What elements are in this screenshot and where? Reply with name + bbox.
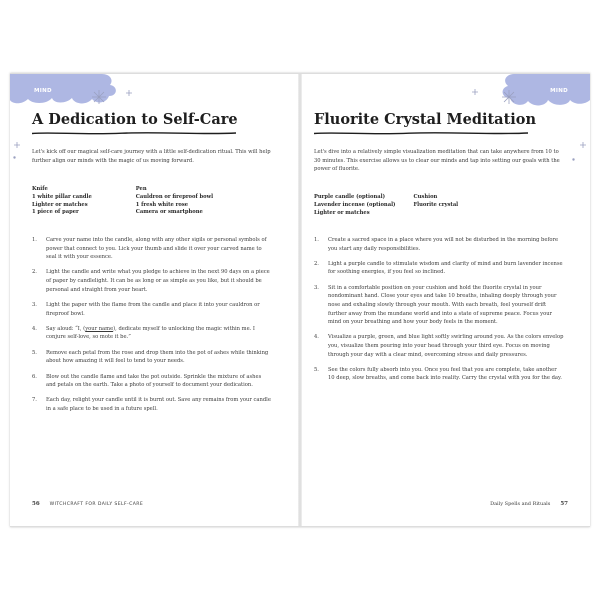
- left-page: [10, 74, 300, 526]
- page-number: 56: [32, 501, 40, 507]
- step-item: [32, 325, 272, 342]
- step-item: [314, 366, 564, 383]
- section-label: MIND: [550, 88, 568, 94]
- star-icon: [126, 90, 132, 96]
- step-number: 1.: [32, 237, 37, 243]
- step-item: [32, 236, 272, 262]
- page-footer: [490, 501, 568, 507]
- title-underline: [32, 131, 236, 136]
- supplies-list: [314, 194, 458, 217]
- supply-item: Purple candle (optional): [314, 194, 386, 200]
- star-icon: [580, 142, 586, 148]
- page-footer: [32, 501, 143, 507]
- step-text: Carve your name into the candle, along with any other sigils or personal symbols of power that connect to you. Lick your thumb and slide it over your carved name to seal it with your essence.: [46, 237, 267, 261]
- step-number: 7.: [32, 397, 37, 404]
- supply-item: Lavender incense (optional): [314, 201, 396, 208]
- supply-item: Knife: [32, 186, 48, 192]
- supplies-column-2: [414, 194, 459, 217]
- intro-paragraph: Let's dive into a relatively simple visualization meditation that can take anywhere from 10 to 30 minutes. This exercise allows us to clear our minds and tap into setting our goals with the power of fluorite.: [314, 149, 560, 173]
- right-page: [300, 74, 590, 526]
- supply-item: 1 piece of paper: [32, 209, 79, 216]
- book-spread: [10, 73, 590, 527]
- book-gutter: [298, 74, 302, 526]
- step-text: Light a purple candle to stimulate wisdom and clarity of mind and burn lavender incense for soothing energies, if you feel so inclined.: [328, 260, 563, 276]
- page-title: Fluorite Crystal Meditation: [314, 111, 536, 128]
- star-icon: [14, 142, 20, 148]
- intro-paragraph: Let's kick off our magical self-care journey with a little self-dedication ritual. This will help further align our minds with the magic of us moving forward.: [32, 149, 271, 164]
- supply-item: 1 fresh white rose: [135, 201, 189, 208]
- supplies-list: [32, 186, 213, 217]
- step-number: 3.: [314, 284, 319, 291]
- step-text: Light the paper with the flame from the candle and place it into your cauldron or fireproof bowl.: [46, 301, 260, 317]
- step-number: 6.: [32, 373, 37, 380]
- step-text-before: Say aloud: “I, (: [46, 325, 86, 332]
- supply-item: Pen: [135, 186, 147, 192]
- supply-item: Fluorite crystal: [413, 201, 459, 208]
- step-item: [32, 349, 272, 366]
- step-item: [314, 236, 564, 253]
- step-text: Remove each petal from the rose and drop them into the pot of ashes while thinking about how amazing it will feel to tend to your needs.: [46, 349, 269, 365]
- running-title: WITCHCRAFT FOR DAILY SELF-CARE: [49, 502, 144, 507]
- step-number: 3.: [32, 301, 37, 308]
- dot-icon: [572, 158, 575, 161]
- step-item: [314, 333, 564, 359]
- step-text-after: ), dedicate myself to unlocking the magic within me. I conjure self-love, so mote it be.”: [46, 325, 255, 341]
- step-item: [314, 284, 564, 327]
- supply-item: Camera or smartphone: [135, 209, 203, 216]
- step-number: 5.: [314, 366, 319, 373]
- step-item: [314, 260, 564, 277]
- dot-icon: [13, 156, 16, 159]
- step-text: Each day, relight your candle until it is burnt out. Save any remains from your candle in a safe place to be used in a future spell.: [46, 397, 271, 413]
- supply-item: Lighter or matches: [32, 201, 88, 208]
- star-icon: [472, 89, 478, 95]
- supplies-column-1: [314, 194, 396, 217]
- step-text: Light the candle and write what you pledge to achieve in the next 90 days on a piece of paper by candlelight. It can be as long or as simple as you like, but it should be personal and straight from your heart.: [46, 269, 270, 293]
- step-number: 4.: [314, 334, 319, 341]
- sparkle-icon: [502, 90, 516, 104]
- step-number: 2.: [314, 260, 319, 267]
- steps-list: [32, 236, 272, 420]
- step-text: Blow out the candle flame and take the pot outside. Sprinkle the mixture of ashes and petals on the earth. Take a photo of yourself to document your dedication.: [46, 373, 262, 389]
- step-item: [32, 373, 272, 390]
- step-item: [32, 396, 272, 413]
- step-text: Sit in a comfortable position on your cushion and hold the fluorite crystal in your nondominant hand. Close your eyes and take 10 breaths, inhaling deeply through your nose and exhaling slowly through your mouth. With each breath, feel yourself drift further away from the mundane world and into a state of supreme peace. Focus your mind on your breathing and how your body feels in the moment.: [328, 284, 557, 326]
- supplies-column-1: [32, 186, 92, 217]
- step-text: Create a sacred space in a place where you will not be disturbed in the morning before you start any daily responsibilities.: [328, 237, 559, 252]
- sparkle-icon: [92, 90, 106, 104]
- supplies-column-2: [136, 186, 213, 217]
- page-title: A Dedication to Self-Care: [32, 111, 238, 128]
- supply-item: Cauldron or fireproof bowl: [135, 193, 214, 200]
- step-item: [32, 268, 272, 294]
- supply-item: Lighter or matches: [314, 209, 370, 216]
- step-text: Visualize a purple, green, and blue light softly swirling around you. As the colors envelop you, visualize them pouring into your head through your third eye. Focus on moving through your day with a clear mind, overcoming stress and daily pressures.: [328, 334, 564, 358]
- title-underline: [314, 131, 528, 136]
- running-title: Daily Spells and Rituals: [490, 501, 551, 507]
- supply-item: Cushion: [413, 194, 438, 200]
- step-text-underlined: your name: [85, 325, 114, 332]
- page-number: 57: [560, 501, 568, 507]
- steps-list: [314, 236, 564, 390]
- step-number: 4.: [32, 325, 37, 332]
- step-item: [32, 301, 272, 318]
- step-text: See the colors fully absorb into you. Once you feel that you are complete, take another 10 deep, slow breaths, and come back into reality. Carry the crystal with you for the day.: [328, 366, 562, 382]
- supply-item: 1 white pillar candle: [32, 193, 92, 200]
- step-number: 5.: [32, 349, 37, 356]
- section-label: MIND: [34, 88, 52, 94]
- step-number: 1.: [314, 237, 319, 243]
- step-number: 2.: [32, 269, 37, 276]
